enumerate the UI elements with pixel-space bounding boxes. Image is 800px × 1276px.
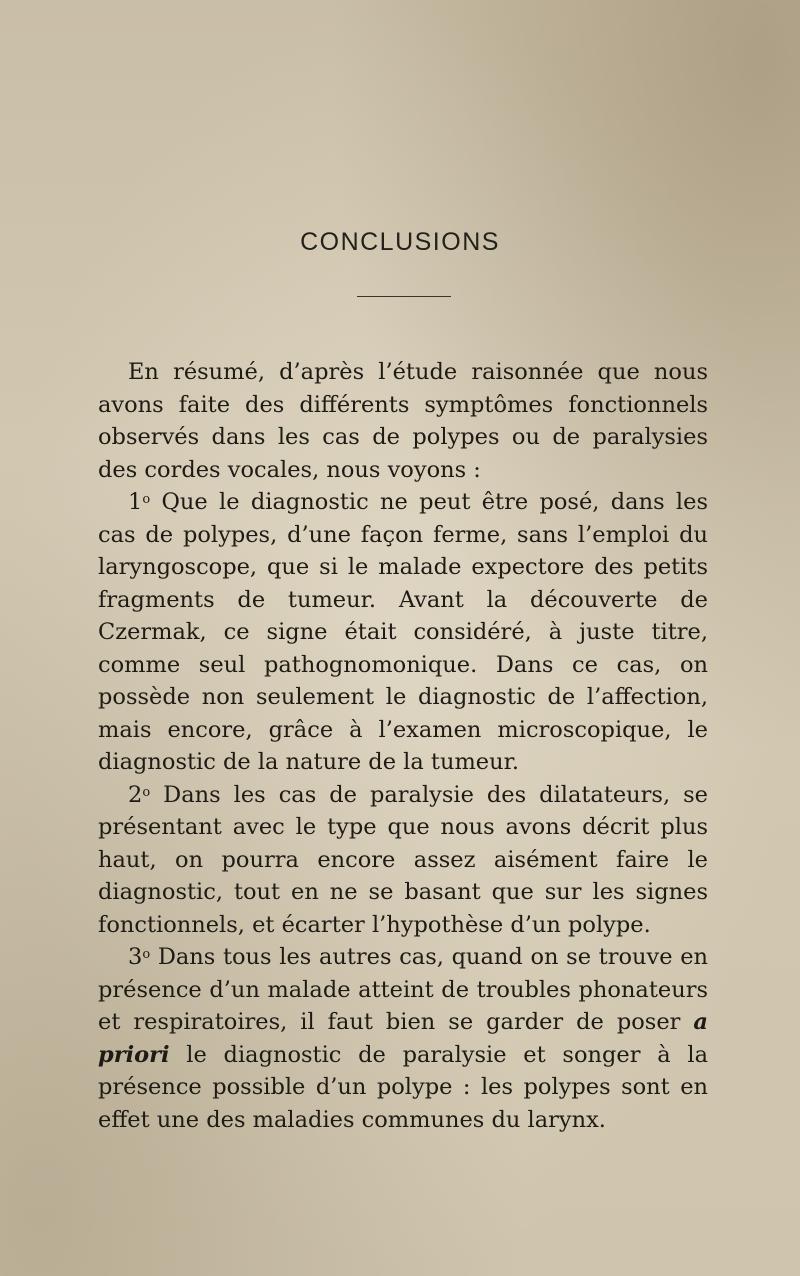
page-title: CONCLUSIONS — [300, 228, 500, 256]
point-1-ordinal: o — [142, 492, 151, 507]
point-3-number: 3 — [128, 944, 143, 970]
point-3-paragraph — [98, 941, 708, 1136]
point-2-paragraph — [98, 779, 708, 942]
point-3-emphasis: a priori — [98, 1009, 708, 1068]
point-2-ordinal: o — [142, 784, 151, 800]
point-3-text-after: le diagnostic de paralysie et songer à la présence possible d’un polype : les polypes sont en effet une des maladies communes du larynx. — [98, 1041, 708, 1133]
point-1-number: 1 — [128, 489, 143, 515]
point-3-text-before: Dans tous les autres cas, quand on se trouve en présence d’un malade atteint de troubles phonateurs et respiratoires, il faut bien se garder de poser — [98, 944, 708, 1035]
point-3-ordinal: o — [142, 947, 151, 962]
point-1-paragraph — [98, 486, 708, 779]
intro-paragraph: En résumé, d’après l’étude raisonnée que nous avons faite des différents symptômes fonctionnels observés dans les cas de polypes ou de paralysies des cordes vocales, nous voyons : — [98, 359, 708, 483]
point-1-text: Que le diagnostic ne peut être posé, dans les cas de polypes, d’une façon ferme, sans l’emploi du laryngoscope, que si le malade expectore des petits fragments de tumeur. Avant la découverte de Czermak, ce signe était considéré, à juste titre, comme seul pathognomonique. Dans ce cas, on possède non seulement le diagnostic de l’affection, mais encore, grâce à l’examen microscopique, le diagnostic de la nature de la tumeur. — [98, 489, 708, 775]
point-2-number: 2 — [128, 781, 143, 808]
conclusions-body — [98, 356, 708, 1136]
point-2-text: Dans les cas de paralysie des dilatateurs, se présentant avec le type que nous avons décrit plus haut, on pourra encore assez aisément faire le diagnostic, tout en ne se basant que sur les signes fonctionnels, et écarter l’hypothèse d’un polype. — [98, 781, 708, 938]
title-divider — [357, 296, 451, 297]
